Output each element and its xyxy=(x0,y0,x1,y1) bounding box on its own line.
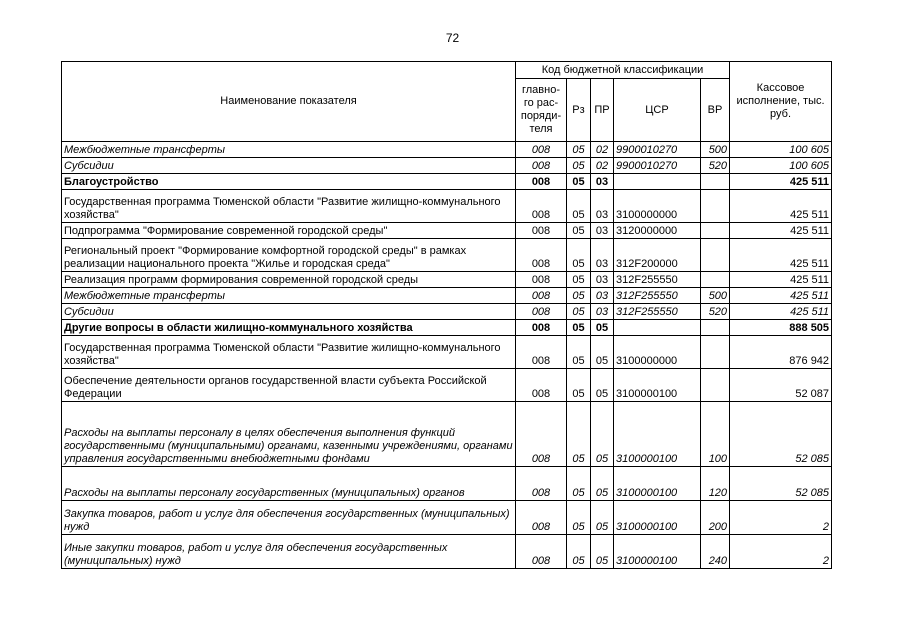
cell-name: Региональный проект "Формирование комфортной городской среды" в рамках реализации национального проекта "Жилье и городская среда" xyxy=(62,239,516,272)
cell-amount: 100 605 xyxy=(730,158,832,174)
cell-csr: 3100000100 xyxy=(614,369,701,402)
cell-rz: 05 xyxy=(567,369,591,402)
cell-pr: 03 xyxy=(591,223,614,239)
cell-csr: 3100000100 xyxy=(614,402,701,467)
cell-csr: 3100000100 xyxy=(614,535,701,569)
header-name: Наименование показателя xyxy=(62,62,516,142)
cell-name: Реализация программ формирования современной городской среды xyxy=(62,272,516,288)
cell-grbs: 008 xyxy=(516,223,567,239)
cell-name: Субсидии xyxy=(62,304,516,320)
table-row xyxy=(62,174,832,190)
table-row xyxy=(62,142,832,158)
cell-pr: 05 xyxy=(591,467,614,501)
table-row xyxy=(62,467,832,501)
cell-pr: 03 xyxy=(591,272,614,288)
cell-pr: 03 xyxy=(591,174,614,190)
cell-csr: 3100000100 xyxy=(614,467,701,501)
cell-amount: 425 511 xyxy=(730,288,832,304)
header-csr: ЦСР xyxy=(614,79,701,142)
cell-amount: 52 087 xyxy=(730,369,832,402)
cell-name: Субсидии xyxy=(62,158,516,174)
table-row xyxy=(62,336,832,369)
cell-rz: 05 xyxy=(567,288,591,304)
table-body xyxy=(62,142,832,569)
cell-amount: 2 xyxy=(730,535,832,569)
cell-csr: 9900010270 xyxy=(614,158,701,174)
cell-grbs: 008 xyxy=(516,239,567,272)
header-rz: Рз xyxy=(567,79,591,142)
cell-vr: 500 xyxy=(701,288,730,304)
cell-csr: 312F255550 xyxy=(614,288,701,304)
cell-name: Расходы на выплаты персоналу государственных (муниципальных) органов xyxy=(62,467,516,501)
cell-csr: 3100000000 xyxy=(614,190,701,223)
cell-name: Расходы на выплаты персоналу в целях обеспечения выполнения функций государственными (муниципальными) органами, казенными учреждениями, органами управления государственными внебюджетными фондами xyxy=(62,402,516,467)
header-grbs: главно-го рас-поряди-теля xyxy=(516,79,567,142)
cell-amount: 425 511 xyxy=(730,239,832,272)
cell-amount: 425 511 xyxy=(730,223,832,239)
cell-grbs: 008 xyxy=(516,174,567,190)
cell-amount: 876 942 xyxy=(730,336,832,369)
cell-rz: 05 xyxy=(567,336,591,369)
cell-vr xyxy=(701,320,730,336)
cell-pr: 05 xyxy=(591,336,614,369)
cell-name: Другие вопросы в области жилищно-коммунального хозяйства xyxy=(62,320,516,336)
cell-rz: 05 xyxy=(567,223,591,239)
table-row xyxy=(62,304,832,320)
cell-vr xyxy=(701,272,730,288)
table-row xyxy=(62,402,832,467)
cell-rz: 05 xyxy=(567,239,591,272)
table-row xyxy=(62,535,832,569)
cell-vr xyxy=(701,369,730,402)
cell-rz: 05 xyxy=(567,304,591,320)
header-pr: ПР xyxy=(591,79,614,142)
cell-amount: 425 511 xyxy=(730,190,832,223)
cell-grbs: 008 xyxy=(516,190,567,223)
budget-table xyxy=(61,61,832,569)
cell-amount: 2 xyxy=(730,501,832,535)
cell-amount: 100 605 xyxy=(730,142,832,158)
cell-pr: 05 xyxy=(591,369,614,402)
cell-pr: 03 xyxy=(591,190,614,223)
cell-csr: 3100000100 xyxy=(614,501,701,535)
cell-rz: 05 xyxy=(567,501,591,535)
cell-vr xyxy=(701,239,730,272)
cell-vr: 520 xyxy=(701,158,730,174)
cell-vr: 500 xyxy=(701,142,730,158)
cell-vr: 100 xyxy=(701,402,730,467)
cell-pr: 03 xyxy=(591,304,614,320)
cell-csr: 312F255550 xyxy=(614,304,701,320)
cell-grbs: 008 xyxy=(516,535,567,569)
cell-grbs: 008 xyxy=(516,467,567,501)
header-group: Код бюджетной классификации xyxy=(516,62,730,79)
table-row xyxy=(62,223,832,239)
cell-csr xyxy=(614,320,701,336)
cell-csr: 312F255550 xyxy=(614,272,701,288)
cell-rz: 05 xyxy=(567,272,591,288)
cell-pr: 05 xyxy=(591,402,614,467)
cell-name: Государственная программа Тюменской области "Развитие жилищно-коммунального хозяйства" xyxy=(62,190,516,223)
cell-rz: 05 xyxy=(567,142,591,158)
cell-rz: 05 xyxy=(567,467,591,501)
cell-name: Иные закупки товаров, работ и услуг для обеспечения государственных (муниципальных) нужд xyxy=(62,535,516,569)
cell-rz: 05 xyxy=(567,402,591,467)
cell-name: Подпрограмма "Формирование современной городской среды" xyxy=(62,223,516,239)
table-row xyxy=(62,239,832,272)
cell-name: Закупка товаров, работ и услуг для обеспечения государственных (муниципальных) нужд xyxy=(62,501,516,535)
cell-grbs: 008 xyxy=(516,320,567,336)
cell-grbs: 008 xyxy=(516,272,567,288)
cell-amount: 52 085 xyxy=(730,402,832,467)
cell-csr: 3100000000 xyxy=(614,336,701,369)
cell-vr xyxy=(701,223,730,239)
table-row xyxy=(62,320,832,336)
cell-grbs: 008 xyxy=(516,142,567,158)
cell-name: Межбюджетные трансферты xyxy=(62,142,516,158)
cell-vr xyxy=(701,174,730,190)
table-row xyxy=(62,369,832,402)
cell-pr: 02 xyxy=(591,142,614,158)
cell-amount: 888 505 xyxy=(730,320,832,336)
cell-grbs: 008 xyxy=(516,304,567,320)
cell-amount: 425 511 xyxy=(730,272,832,288)
cell-name: Благоустройство xyxy=(62,174,516,190)
table-row xyxy=(62,190,832,223)
cell-rz: 05 xyxy=(567,535,591,569)
header-vr: ВР xyxy=(701,79,730,142)
cell-pr: 05 xyxy=(591,535,614,569)
cell-csr: 9900010270 xyxy=(614,142,701,158)
cell-grbs: 008 xyxy=(516,369,567,402)
header-amount: Кассовое исполнение, тыс. руб. xyxy=(730,62,832,142)
cell-grbs: 008 xyxy=(516,288,567,304)
cell-amount: 425 511 xyxy=(730,174,832,190)
cell-pr: 05 xyxy=(591,501,614,535)
cell-amount: 425 511 xyxy=(730,304,832,320)
cell-pr: 02 xyxy=(591,158,614,174)
cell-rz: 05 xyxy=(567,174,591,190)
cell-grbs: 008 xyxy=(516,402,567,467)
cell-grbs: 008 xyxy=(516,336,567,369)
table-row xyxy=(62,158,832,174)
cell-vr: 120 xyxy=(701,467,730,501)
cell-vr xyxy=(701,190,730,223)
cell-name: Обеспечение деятельности органов государственной власти субъекта Российской Федерации xyxy=(62,369,516,402)
cell-vr: 240 xyxy=(701,535,730,569)
cell-csr: 312F200000 xyxy=(614,239,701,272)
cell-amount: 52 085 xyxy=(730,467,832,501)
cell-csr: 3120000000 xyxy=(614,223,701,239)
table-row xyxy=(62,501,832,535)
cell-name: Государственная программа Тюменской области "Развитие жилищно-коммунального хозяйства" xyxy=(62,336,516,369)
cell-rz: 05 xyxy=(567,320,591,336)
cell-vr xyxy=(701,336,730,369)
cell-grbs: 008 xyxy=(516,158,567,174)
page-number: 72 xyxy=(445,31,460,45)
table-row xyxy=(62,288,832,304)
cell-grbs: 008 xyxy=(516,501,567,535)
cell-pr: 03 xyxy=(591,239,614,272)
table-row xyxy=(62,272,832,288)
cell-rz: 05 xyxy=(567,158,591,174)
cell-pr: 03 xyxy=(591,288,614,304)
cell-rz: 05 xyxy=(567,190,591,223)
cell-name: Межбюджетные трансферты xyxy=(62,288,516,304)
cell-csr xyxy=(614,174,701,190)
cell-vr: 200 xyxy=(701,501,730,535)
cell-pr: 05 xyxy=(591,320,614,336)
cell-vr: 520 xyxy=(701,304,730,320)
